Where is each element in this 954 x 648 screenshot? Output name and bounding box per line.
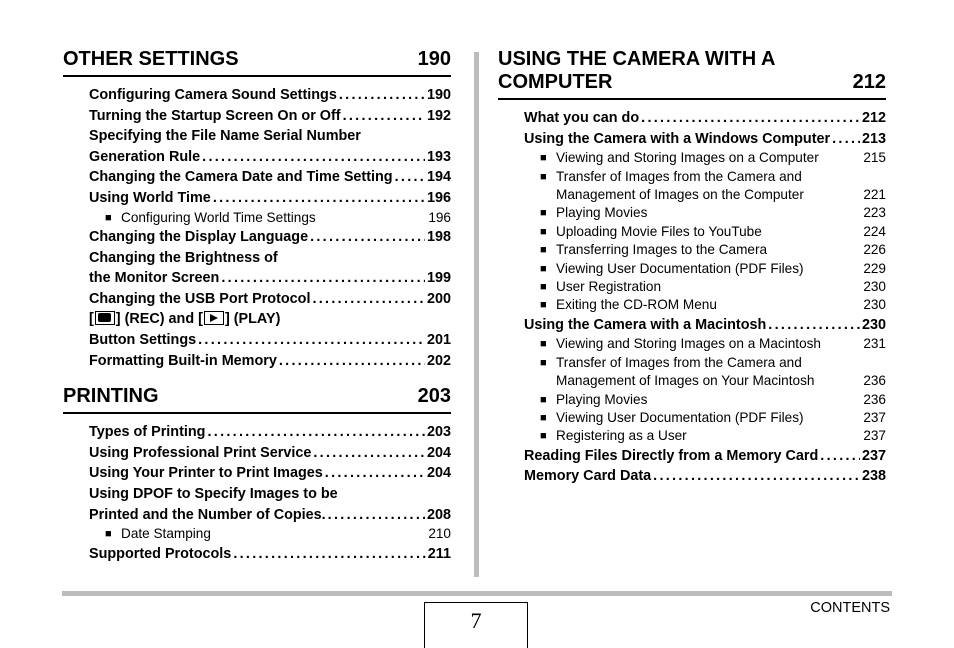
square-bullet-icon: ■ bbox=[540, 207, 547, 220]
dot-leader bbox=[820, 446, 860, 467]
toc-subentry-line: Exiting the CD-ROM Menu bbox=[556, 297, 717, 313]
toc-subentry-page: 230 bbox=[863, 279, 886, 295]
square-bullet-icon: ■ bbox=[540, 393, 547, 406]
toc-entry-title: Using Professional Print Service bbox=[89, 444, 312, 461]
toc-subentry-playing-movies[interactable] bbox=[540, 204, 886, 222]
square-bullet-icon: ■ bbox=[540, 281, 547, 294]
dot-leader bbox=[641, 108, 860, 129]
toc-subentry-configuring-world-time-settings[interactable] bbox=[105, 209, 451, 227]
toc-subentry-page: 196 bbox=[428, 209, 451, 225]
toc-entry-title: Configuring Camera Sound Settings bbox=[89, 87, 337, 103]
toc-entry-using-world-time[interactable] bbox=[89, 188, 451, 209]
toc-entry-line bbox=[89, 309, 451, 330]
toc-subentry-title bbox=[556, 260, 846, 278]
toc-entry-types-of-printing[interactable] bbox=[89, 422, 451, 443]
toc-entry-title: Using World Time bbox=[89, 189, 211, 206]
toc-entry-page: 230 bbox=[861, 316, 886, 333]
toc-entry-title: Memory Card Data bbox=[524, 468, 652, 485]
section-page: 190 bbox=[417, 48, 451, 70]
toc-entry-row bbox=[89, 505, 451, 526]
toc-subentry-line: Viewing and Storing Images on a Computer bbox=[556, 150, 819, 166]
toc-entry-row bbox=[89, 167, 451, 188]
toc-entry-page: 202 bbox=[426, 352, 451, 369]
toc-subentry-line: Management of Images on the Computer bbox=[556, 187, 804, 202]
toc-entry-page: 208 bbox=[426, 506, 451, 523]
dot-leader bbox=[343, 106, 425, 127]
toc-entry-row bbox=[89, 422, 451, 443]
toc-entry-page: 204 bbox=[426, 465, 451, 482]
dot-leader bbox=[198, 330, 425, 351]
toc-entry-page: 211 bbox=[427, 545, 451, 562]
toc-subentry-title bbox=[556, 223, 846, 241]
square-bullet-icon: ■ bbox=[540, 262, 547, 275]
section-page: 212 bbox=[852, 71, 886, 93]
toc-entry-page: 238 bbox=[861, 468, 886, 485]
toc-entry-button-settings[interactable] bbox=[89, 309, 451, 350]
dot-leader bbox=[328, 505, 425, 526]
toc-entry-title: Types of Printing bbox=[89, 424, 206, 441]
toc-subentry-page: 215 bbox=[863, 150, 886, 166]
toc-entry-row bbox=[524, 315, 886, 336]
toc-subentry-page: 223 bbox=[863, 205, 886, 221]
toc-entry-text-part: ] (REC) and [ bbox=[115, 311, 203, 328]
toc-entry-title: Using the Camera with a Macintosh bbox=[524, 316, 767, 333]
toc-section-other-settings bbox=[63, 48, 451, 371]
toc-entry-configuring-camera-sound-settings[interactable] bbox=[89, 85, 451, 106]
toc-entry-page: 200 bbox=[426, 290, 451, 307]
toc-subentry-page: 221 bbox=[863, 187, 886, 202]
toc-section-using-the-camera-with-a-computer bbox=[498, 48, 886, 487]
toc-entry-generation-rule[interactable] bbox=[89, 126, 451, 167]
toc-subentry-title bbox=[121, 209, 411, 227]
section-heading[interactable] bbox=[63, 385, 451, 414]
toc-entry-changing-the-usb-port-protocol[interactable] bbox=[89, 289, 451, 310]
toc-entry-page: 212 bbox=[861, 110, 886, 126]
section-title: USING THE CAMERA WITH A COMPUTER bbox=[498, 48, 776, 93]
camera-icon bbox=[95, 311, 115, 325]
toc-entry-reading-files-directly-from-a-memory-car[interactable] bbox=[524, 446, 886, 467]
toc-subentry-page: 210 bbox=[428, 526, 451, 542]
toc-entry-row bbox=[89, 330, 451, 351]
toc-subentry-viewing-and-storing-images-on-a-macintos[interactable] bbox=[540, 335, 886, 353]
dot-leader bbox=[832, 129, 860, 150]
toc-subentry-title bbox=[556, 168, 846, 205]
toc-subentry-user-registration[interactable] bbox=[540, 278, 886, 296]
toc-entry-title: Generation Rule bbox=[89, 148, 201, 165]
page-number: 7 bbox=[424, 602, 528, 648]
dot-leader bbox=[207, 422, 425, 443]
toc-subentry-transfer-of-images-from-the-camera-and[interactable] bbox=[540, 168, 886, 205]
toc-entry-text-part: [ bbox=[89, 311, 94, 328]
toc-entry-title: Turning the Startup Screen On or Off bbox=[89, 107, 341, 124]
dot-leader bbox=[313, 443, 425, 464]
square-bullet-icon: ■ bbox=[105, 528, 112, 541]
toc-entry-row bbox=[89, 85, 451, 106]
toc-entry-using-the-camera-with-a-macintosh[interactable] bbox=[524, 315, 886, 336]
toc-entry-row bbox=[89, 289, 451, 310]
section-heading[interactable] bbox=[498, 48, 886, 100]
toc-entry-changing-the-display-language[interactable] bbox=[89, 227, 451, 248]
toc-subentry-page: 237 bbox=[863, 428, 886, 444]
toc-subentry-viewing-user-documentation-pdf-files[interactable] bbox=[540, 260, 886, 278]
toc-subentry-transfer-of-images-from-the-camera-and[interactable] bbox=[540, 354, 886, 391]
toc-entry-title: the Monitor Screen bbox=[89, 270, 220, 287]
section-page: 203 bbox=[417, 385, 451, 408]
toc-subentry-page: 236 bbox=[863, 391, 886, 407]
toc-entry-page: 201 bbox=[426, 331, 451, 348]
dot-leader bbox=[221, 268, 425, 289]
toc-subentry-line: Playing Movies bbox=[556, 391, 648, 407]
toc-entry-line: Changing the Brightness of bbox=[89, 249, 278, 266]
toc-entry-row bbox=[89, 188, 451, 209]
toc-entry-row bbox=[89, 463, 451, 484]
toc-entry-changing-the-camera-date-and-time-settin[interactable] bbox=[89, 167, 451, 188]
section-title: OTHER SETTINGS bbox=[63, 48, 239, 70]
toc-subentry-viewing-and-storing-images-on-a-computer[interactable] bbox=[540, 149, 886, 167]
toc-entry-page: 190 bbox=[426, 87, 451, 103]
toc-subentry-title bbox=[556, 149, 846, 167]
toc-entry-row bbox=[89, 227, 451, 248]
toc-entry-formatting-built-in-memory[interactable] bbox=[89, 351, 451, 372]
toc-right-column bbox=[498, 48, 886, 487]
toc-entry-using-your-printer-to-print-images[interactable] bbox=[89, 463, 451, 484]
toc-subentry-line: Playing Movies bbox=[556, 205, 648, 221]
square-bullet-icon: ■ bbox=[540, 170, 547, 183]
toc-entry-the-monitor-screen[interactable] bbox=[89, 248, 451, 289]
toc-subentry-title bbox=[556, 391, 846, 409]
toc-subentry-title bbox=[556, 296, 846, 314]
toc-entry-page: 198 bbox=[426, 228, 451, 245]
toc-subentry-line: Viewing and Storing Images on a Macintosh bbox=[556, 336, 821, 352]
toc-entry-title: Changing the USB Port Protocol bbox=[89, 290, 311, 307]
toc-entry-page: 203 bbox=[426, 424, 451, 441]
toc-entry-page: 204 bbox=[426, 444, 451, 461]
toc-subentry-line: Configuring World Time Settings bbox=[121, 209, 316, 225]
toc-entry-using-professional-print-service[interactable] bbox=[89, 443, 451, 464]
toc-entry-page: 213 bbox=[861, 130, 886, 147]
square-bullet-icon: ■ bbox=[540, 338, 547, 351]
toc-entry-title: Printed and the Number of Copies. bbox=[89, 506, 326, 523]
toc-subentry-uploading-movie-files-to-youtube[interactable] bbox=[540, 223, 886, 241]
toc-entries bbox=[89, 422, 451, 564]
square-bullet-icon: ■ bbox=[105, 211, 112, 224]
toc-entries bbox=[524, 108, 886, 487]
toc-entry-row bbox=[89, 268, 451, 289]
toc-entry-page: 194 bbox=[426, 169, 451, 186]
toc-subentry-page: 230 bbox=[863, 297, 886, 313]
toc-entry-page: 193 bbox=[426, 148, 451, 165]
toc-subentry-registering-as-a-user[interactable] bbox=[540, 427, 886, 445]
dot-leader bbox=[202, 147, 425, 168]
toc-subentry-title bbox=[556, 278, 846, 296]
toc-subentry-title bbox=[556, 241, 846, 259]
toc-entry-row bbox=[89, 351, 451, 372]
toc-subentry-date-stamping[interactable] bbox=[105, 525, 451, 543]
toc-subentry-line: Date Stamping bbox=[121, 526, 211, 542]
toc-subentry-page: 231 bbox=[863, 336, 886, 352]
toc-entry-page: 199 bbox=[426, 270, 451, 287]
toc-entry-title: Using Your Printer to Print Images bbox=[89, 465, 323, 482]
toc-subentry-page: 229 bbox=[863, 260, 886, 276]
square-bullet-icon: ■ bbox=[540, 356, 547, 369]
toc-entry-row bbox=[524, 129, 886, 150]
dot-leader bbox=[325, 463, 425, 484]
toc-subentry-line: Viewing User Documentation (PDF Files) bbox=[556, 410, 804, 426]
dot-leader bbox=[213, 188, 425, 209]
toc-subentry-title bbox=[556, 335, 846, 353]
toc-entry-line: Specifying the File Name Serial Number bbox=[89, 128, 361, 145]
toc-subentry-line: Transferring Images to the Camera bbox=[556, 242, 768, 258]
dot-leader bbox=[310, 227, 425, 248]
toc-left-column bbox=[63, 48, 451, 564]
dot-leader bbox=[233, 544, 425, 565]
toc-subentry-line: Transfer of Images from the Camera and bbox=[556, 168, 802, 184]
toc-subentry-page: 226 bbox=[863, 242, 886, 258]
toc-subentry-page: 224 bbox=[863, 223, 886, 239]
toc-entry-what-you-can-do[interactable] bbox=[524, 108, 886, 129]
toc-subentry-line: Uploading Movie Files to YouTube bbox=[556, 223, 762, 239]
toc-subentry-title bbox=[556, 409, 846, 427]
toc-entry-title: Reading Files Directly from a Memory Card bbox=[524, 447, 819, 464]
toc-subentry-line: Viewing User Documentation (PDF Files) bbox=[556, 260, 804, 276]
toc-section-printing bbox=[63, 385, 451, 564]
footer-rule bbox=[62, 591, 892, 596]
play-icon bbox=[204, 311, 224, 325]
dot-leader bbox=[279, 351, 425, 372]
toc-subentry-title bbox=[121, 525, 411, 543]
toc-entry-title: Using the Camera with a Windows Computer bbox=[524, 130, 831, 147]
toc-entry-using-the-camera-with-a-windows-computer[interactable] bbox=[524, 129, 886, 150]
dot-leader bbox=[312, 289, 425, 310]
toc-subentry-exiting-the-cd-rom-menu[interactable] bbox=[540, 296, 886, 314]
square-bullet-icon: ■ bbox=[540, 412, 547, 425]
toc-entry-memory-card-data[interactable] bbox=[524, 466, 886, 487]
square-bullet-icon: ■ bbox=[540, 152, 547, 165]
toc-entry-title: What you can do bbox=[524, 110, 640, 126]
toc-entry-title: Changing the Camera Date and Time Setting bbox=[89, 169, 393, 186]
dot-leader bbox=[395, 167, 425, 188]
toc-entry-row bbox=[524, 466, 886, 487]
toc-entry-title: Formatting Built-in Memory bbox=[89, 352, 277, 369]
section-heading[interactable] bbox=[63, 48, 451, 77]
toc-entry-page: 192 bbox=[426, 107, 451, 124]
toc-entry-title: Changing the Display Language bbox=[89, 228, 309, 245]
dot-leader bbox=[339, 85, 425, 106]
contents-link[interactable]: CONTENTS bbox=[810, 600, 890, 616]
toc-entries bbox=[89, 85, 451, 371]
toc-entry-title: Button Settings bbox=[89, 331, 197, 348]
toc-subentry-line: Management of Images on Your Macintosh bbox=[556, 373, 815, 389]
toc-subentry-page: 236 bbox=[863, 373, 886, 389]
square-bullet-icon: ■ bbox=[540, 244, 547, 257]
toc-entry-row bbox=[89, 147, 451, 168]
toc-entry-turning-the-startup-screen-on-or-off[interactable] bbox=[89, 106, 451, 127]
toc-entry-row bbox=[524, 446, 886, 467]
square-bullet-icon: ■ bbox=[540, 430, 547, 443]
dot-leader bbox=[768, 315, 860, 336]
toc-subentry-transferring-images-to-the-camera[interactable] bbox=[540, 241, 886, 259]
toc-entry-page: 196 bbox=[426, 189, 451, 206]
toc-entry-printed-and-the-number-of-copies[interactable] bbox=[89, 484, 451, 525]
toc-entry-row bbox=[89, 106, 451, 127]
toc-entry-text-part: ] (PLAY) bbox=[224, 311, 281, 328]
toc-subentry-line: Transfer of Images from the Camera and bbox=[556, 354, 802, 370]
toc-entry-row bbox=[89, 544, 451, 565]
column-divider bbox=[474, 52, 479, 577]
toc-subentry-viewing-user-documentation-pdf-files[interactable] bbox=[540, 409, 886, 427]
toc-subentry-title bbox=[556, 204, 846, 222]
toc-entry-supported-protocols[interactable] bbox=[89, 544, 451, 565]
toc-entry-row bbox=[524, 108, 886, 129]
toc-subentry-line: User Registration bbox=[556, 279, 662, 295]
dot-leader bbox=[653, 466, 860, 487]
square-bullet-icon: ■ bbox=[540, 225, 547, 238]
toc-subentry-playing-movies[interactable] bbox=[540, 391, 886, 409]
toc-entry-line: Using DPOF to Specify Images to be bbox=[89, 485, 338, 502]
toc-subentry-page: 237 bbox=[863, 410, 886, 426]
toc-entry-page: 237 bbox=[861, 447, 886, 464]
toc-subentry-title bbox=[556, 354, 846, 391]
toc-subentry-line: Registering as a User bbox=[556, 428, 687, 444]
toc-entry-title: Supported Protocols bbox=[89, 545, 232, 562]
square-bullet-icon: ■ bbox=[540, 299, 547, 312]
toc-entry-row bbox=[89, 443, 451, 464]
toc-subentry-title bbox=[556, 427, 846, 445]
section-title: PRINTING bbox=[63, 385, 159, 408]
